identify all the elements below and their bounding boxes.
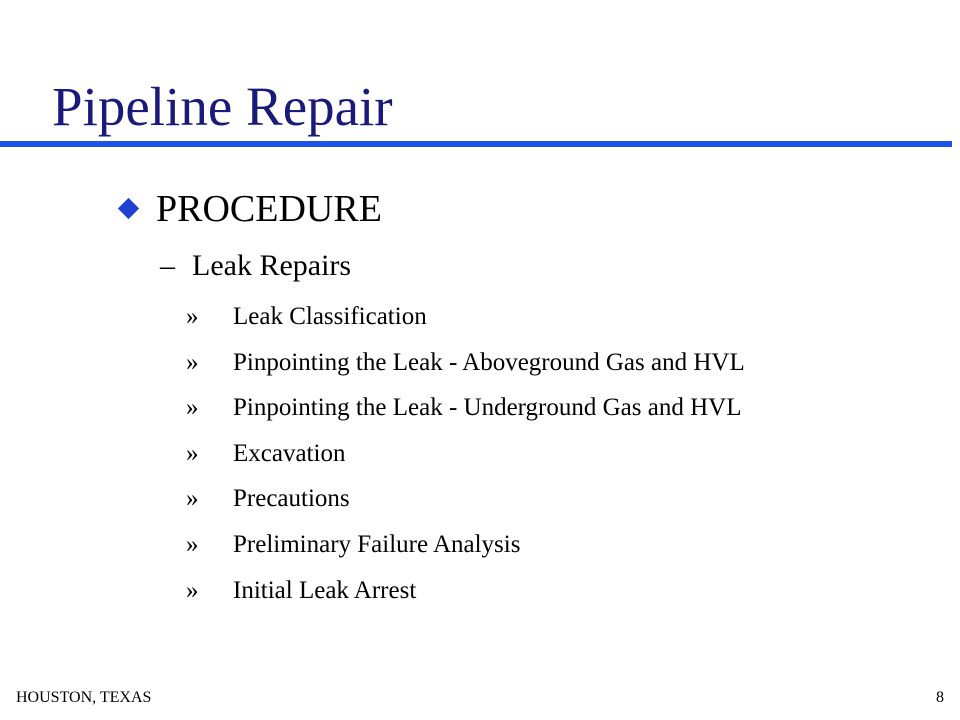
page-number: 8 — [936, 689, 944, 706]
title-underline — [0, 141, 952, 147]
guillemet-marker: » — [186, 576, 199, 604]
guillemet-marker: » — [186, 530, 199, 558]
guillemet-marker: » — [186, 303, 199, 330]
list-item-label: Initial Leak Arrest — [233, 576, 417, 604]
guillemet-marker: » — [186, 485, 199, 513]
list-item-label: Excavation — [233, 439, 346, 467]
guillemet-marker: » — [186, 348, 199, 376]
bullet-level2-label: Leak Repairs — [192, 249, 352, 282]
list-item-label: Leak Classification — [233, 303, 427, 330]
list-item-label: Pinpointing the Leak - Aboveground Gas and HVL — [233, 348, 745, 376]
list-item-label: Precautions — [233, 485, 350, 513]
slide-title: Pipeline Repair — [52, 76, 393, 137]
guillemet-marker: » — [186, 394, 199, 422]
dash-marker: – — [160, 249, 175, 282]
bullet-level1-label: PROCEDURE — [156, 188, 382, 230]
list-item-label: Preliminary Failure Analysis — [233, 530, 521, 558]
diamond-bullet-icon — [118, 198, 139, 219]
list-item-label: Pinpointing the Leak - Underground Gas and HVL — [233, 394, 742, 422]
guillemet-marker: » — [186, 439, 199, 467]
footer-location: HOUSTON, TEXAS — [16, 689, 152, 706]
